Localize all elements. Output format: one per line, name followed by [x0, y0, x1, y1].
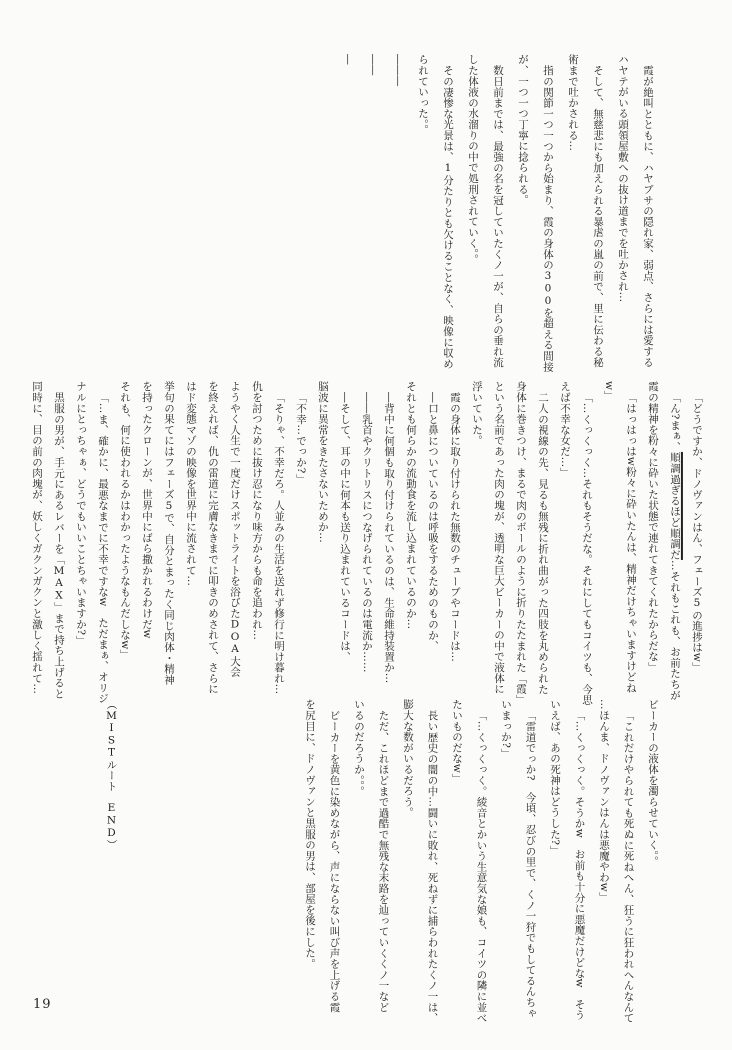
text-run: 長い歴史の闇の中…闘いに敗れ、死ねずに捕らわれたくノ一は、 — [426, 709, 439, 1023]
text-run: END — [105, 802, 118, 840]
text-run: 「これだけやられても死ぬに死ねへん、狂うに狂われへんなんて — [622, 709, 635, 1023]
text-line — [396, 699, 421, 1013]
text-line — [616, 699, 641, 1023]
text-line — [246, 381, 268, 697]
text-run: 5 — [163, 499, 175, 513]
text-run: 霞の精神を粉々に砕いた状態で連れてきてくれたからだな」 — [647, 381, 659, 673]
text-run: 5 — [691, 596, 703, 610]
text-line — [641, 699, 666, 1013]
text-line — [686, 381, 708, 697]
text-run: ビーカーを黄色に染めながら、声にならない叫び声を上げる霞 — [328, 709, 341, 1012]
text-run: 「雷道でっか? 今頃、忍びの里で、くノ一狩でもしてるんちゃ — [524, 709, 537, 1018]
text-run: 霞が絶叫とともに、ハヤブサの隠れ家、弱点、さらには愛する — [642, 64, 654, 367]
text-line — [535, 54, 560, 372]
text-run: 二人の視線の先、見るも無残に折れ曲がった四肢を丸められた — [537, 391, 549, 694]
text-line — [435, 54, 460, 369]
text-line — [400, 381, 422, 697]
text-run: ―― — [367, 54, 379, 76]
text-line — [445, 699, 470, 1013]
text-run: ハヤテがいる頭領屋敷への抜け道までを吐かされ… — [617, 54, 629, 303]
text-line — [576, 381, 598, 705]
text-run: いるのだろうか。。。 — [353, 699, 365, 797]
text-line — [420, 699, 445, 1023]
text-line — [385, 54, 410, 356]
text-line — [136, 381, 158, 697]
text-run: 「…ま、確かに、最悪なまでに不幸ですなw ただまぁ、オリジ — [97, 391, 109, 704]
text-run: 身体に巻きつけ、まるで肉のボールのように折りたたまれた「霞」 — [515, 381, 527, 705]
text-run: 指の関節一つ一つから始まり、霞の身体の — [542, 64, 554, 270]
text-run: それも、何に使われるかはわかったようなもんだしなw」 — [119, 381, 131, 661]
text-line — [598, 381, 620, 697]
text-line — [560, 54, 585, 356]
text-line — [356, 381, 378, 697]
text-run: その凄惨な光景は、 — [442, 64, 454, 162]
text-line — [26, 381, 48, 697]
text-run: 同時に、目の前の肉塊が、妖しくガクンガクンと激しく揺れて… — [31, 381, 43, 695]
text-run: 「…くっくっく。そうかw お前も十分に悪魔だけどなw そう — [573, 709, 586, 1020]
text-run: した体液の水溜りの中で処刑されていく。。 — [467, 54, 479, 265]
text-run: 黒服の男が、手元にあるレバーを「 — [53, 391, 65, 565]
text-run: MIST — [105, 709, 118, 760]
text-run: の進捗はw」 — [691, 609, 703, 673]
text-run: ――乳首やクリトリスにつなげられているのは電流か…… — [361, 391, 373, 673]
text-line — [494, 699, 519, 1013]
text-run: w」 — [603, 381, 615, 402]
text-run: MAX — [53, 564, 65, 602]
text-section-top — [335, 54, 660, 372]
text-run: …ほんま、ドノヴァンはんは悪魔やわw」 — [598, 699, 610, 903]
text-line — [469, 699, 494, 1023]
text-run: 浮いていた。 — [471, 381, 483, 446]
text-line — [378, 381, 400, 697]
text-line — [70, 381, 92, 697]
text-line — [312, 381, 334, 697]
text-run: 「…くっくっく…それもそうだな。それにしてもコイツも、今思 — [581, 391, 593, 705]
text-line — [444, 381, 466, 697]
text-line — [347, 699, 372, 1013]
text-run: 300 — [542, 269, 554, 307]
text-line — [224, 381, 246, 697]
text-run: 脳波に異常をきたさないためか… — [317, 381, 329, 543]
text-run: ナルにとっちゃぁ、どうでもいいことちゃいますか?」 — [75, 381, 87, 647]
text-line — [510, 54, 535, 356]
text-line — [114, 381, 136, 697]
text-line — [371, 699, 396, 1013]
text-run: ―口と鼻についているのは呼吸をするためのものか、 — [427, 391, 439, 651]
text-line — [585, 54, 610, 367]
text-line — [322, 699, 347, 1013]
text-run: 膨大な数がいるだろう。 — [402, 699, 414, 818]
text-run: ルート — [105, 759, 118, 803]
text-line — [610, 54, 635, 356]
text-run: という名前であった肉の塊が、透明な巨大ビーカーの中で液体に — [493, 381, 505, 695]
text-line — [485, 54, 510, 367]
text-line — [422, 381, 444, 697]
text-run: えば不幸な女だ…」 — [559, 381, 571, 479]
text-line — [460, 54, 485, 356]
text-line — [466, 381, 488, 697]
text-run: を超える間接 — [542, 306, 554, 372]
text-line — [290, 381, 312, 697]
text-line — [664, 381, 686, 700]
text-run: たいものだなw」 — [451, 699, 463, 784]
text-run: ビーカーの液体を濁らせていく。。 — [647, 699, 659, 867]
text-run: が、一つ一つ丁寧に捻られる。 — [517, 54, 529, 206]
text-run: ただ、これほどまで過酷で無残な末路を辿っていくくノ一など — [377, 709, 390, 1012]
text-line — [554, 381, 576, 697]
text-run: で、自分とまったく同じ肉体・精神 — [163, 512, 175, 685]
text-line — [410, 54, 435, 356]
text-run: ようやく人生で一度だけスポットライトを浴びた — [229, 381, 241, 619]
text-line — [543, 699, 568, 1013]
text-line — [334, 381, 356, 697]
text-run: を持ったクローンが、世界中にばら撒かれるわけだw — [141, 381, 153, 639]
text-run: ―そして、耳の中に何本も送り込まれているコードは、 — [339, 391, 351, 662]
text-run: そして、無慈悲にも加えられる暴虐の嵐の前で、里に伝わる秘 — [592, 64, 604, 367]
text-run: 1 — [442, 161, 454, 175]
text-line — [298, 699, 323, 1013]
text-run: ） — [105, 839, 118, 850]
text-run: いまっか?」 — [500, 699, 512, 759]
text-run: それとも何らかの流動食を流し込まれているのか… — [405, 381, 417, 630]
emphasized-text: 順調過ぎるほど順調だ — [669, 451, 681, 560]
text-run: 「そりゃ、不幸だろ。人並みの生活を送れず修行に明け暮れ… — [273, 391, 285, 694]
text-run: 大会 — [229, 655, 241, 678]
text-line — [510, 381, 532, 705]
text-line — [158, 381, 180, 697]
text-run: 「どうですか、ドノヴァンはん、フェーズ — [691, 391, 703, 597]
text-line — [488, 381, 510, 697]
text-run: を尻目に、ドノヴァンと黒服の男は、部屋を後にした。 — [304, 699, 316, 969]
text-run: 仇を討つために抜け忍になり味方からも命を追われ… — [251, 381, 263, 641]
text-section-bottom — [99, 699, 665, 1023]
text-line — [180, 381, 202, 697]
text-line — [92, 381, 114, 704]
text-run: 挙句の果てにはフェーズ — [163, 381, 175, 500]
text-run: いえば、あの死神はどうした?」 — [549, 699, 561, 857]
text-line — [518, 699, 543, 1018]
text-run: DOA — [229, 618, 241, 656]
text-run: を終えれば、仇の雷道に完膚なきまでに叩きのめされて、さらに — [207, 381, 219, 695]
text-run: られていった。。 — [417, 54, 429, 136]
text-line — [592, 699, 617, 1013]
text-line — [620, 381, 642, 697]
text-run: 「不幸…でっか?」 — [295, 391, 307, 484]
text-run: 「…くっくっく。綾音とかいう生意気な娘も、コイツの隣に並べ — [475, 709, 488, 1023]
text-line — [532, 381, 554, 697]
text-run: 分たりとも欠けることなく、映像に収め — [442, 174, 454, 369]
text-run: （ — [105, 699, 118, 710]
text-run: 」まで持ち上げると — [53, 601, 65, 699]
text-run: 「はっはっはw粉々に砕いたんは、精神だけちゃいますけどね — [625, 391, 637, 693]
text-run: ――― — [392, 54, 404, 87]
text-run: 数日前までは、最強の名を冠していたくノ一が、自らの垂れ流 — [492, 64, 504, 367]
text-line — [48, 381, 70, 697]
text-run: はド変態マゾの映像を世界中に流されて… — [185, 381, 197, 587]
text-run: 術まで吐かされる… — [567, 54, 579, 152]
page-number: 19 — [33, 997, 52, 1012]
text-line — [642, 381, 664, 697]
text-run: 「ん?まぁ、 — [669, 391, 681, 452]
text-run: …それもこれも、お前たちが — [669, 559, 681, 700]
text-line — [567, 699, 592, 1020]
text-line — [268, 381, 290, 697]
text-line — [335, 54, 360, 356]
text-line — [99, 699, 290, 1013]
text-run: ― — [342, 54, 354, 65]
text-line — [202, 381, 224, 697]
text-line — [360, 54, 385, 356]
text-line — [635, 54, 660, 367]
text-run: 霞の身体に取り付けられた無数のチューブやコードは… — [449, 391, 461, 662]
text-section-middle — [26, 381, 708, 705]
text-run: ―背中に何個も取り付けられているのは、生命維持装置か… — [383, 391, 395, 684]
